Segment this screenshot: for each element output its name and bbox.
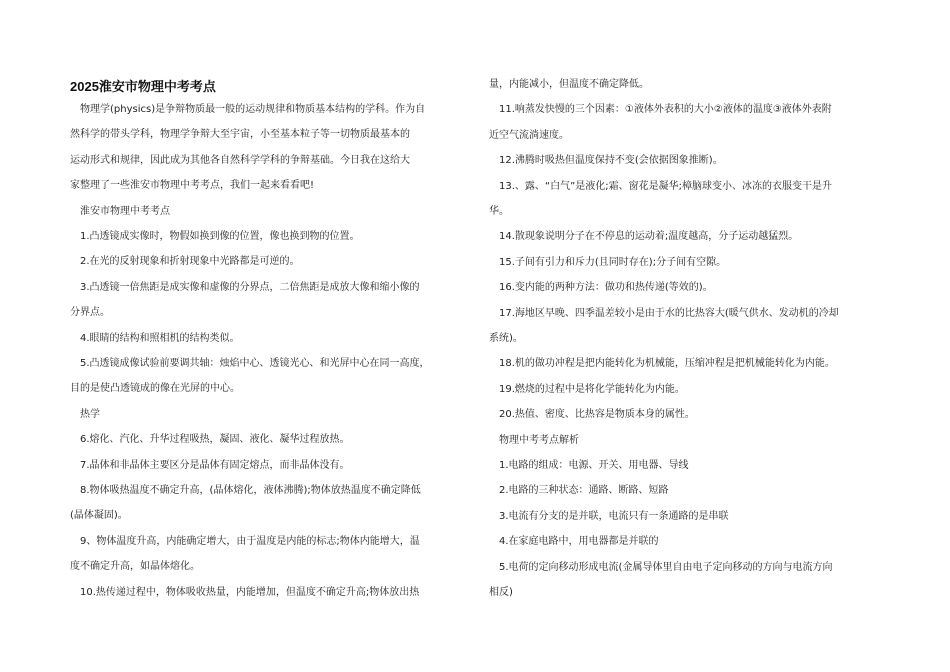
text-line: (晶体凝固)。: [70, 510, 128, 522]
text-line: 物理学(physics)是争辩物质最一般的运动规律和物质基本结构的学科。作为自: [70, 104, 426, 115]
text-line: 分界点。: [70, 307, 110, 319]
text-line: 17.海地区早晚、四季温差较小是由于水的比热容大(暖气供水、发动机的冷却: [489, 307, 839, 319]
text-line: 3.凸透镜一倍焦距是成实像和虚像的分界点，二倍焦距是成放大像和缩小像的: [70, 281, 420, 293]
text-line: 5.电荷的定向移动形成电流(金属导体里自由电子定向移动的方向与电流方向: [489, 561, 833, 573]
text-line: 4.眼睛的结构和照相机的结构类似。: [70, 332, 240, 344]
text-line: 15.子间有引力和斥力(且同时存在);分子间有空隙。: [489, 256, 727, 268]
text-line: 16.变内能的两种方法：做功和热传递(等效的)。: [489, 282, 713, 294]
text-line: 淮安市物理中考考点: [70, 205, 170, 217]
text-line: 度不确定升高，如晶体熔化。: [70, 561, 200, 573]
text-line: 18.机的做功冲程是把内能转化为机械能，压缩冲程是把机械能转化为内能。: [489, 358, 835, 370]
text-line: 11.响蒸发快慢的三个因素：①液体外表积的大小②液体的温度③液体外表附: [489, 104, 832, 116]
text-line: 家整理了一些淮安市物理中考考点，我们一起来看看吧!: [70, 180, 315, 192]
text-line: 然科学的带头学科，物理学争辩大至宇宙，小至基本粒子等一切物质最基本的: [70, 129, 410, 141]
text-line: 7.晶体和非晶体主要区分是晶体有固定熔点，而非晶体没有。: [70, 459, 350, 471]
text-line: 9、物体温度升高，内能确定增大，由于温度是内能的标志;物体内能增大，温: [70, 535, 420, 547]
text-line: 近空气流淌速度。: [489, 129, 569, 141]
text-line: 2.在光的反射现象和折射现象中光路都是可逆的。: [70, 256, 300, 268]
text-line: 12.沸腾时吸热但温度保持不变(会依据图象推断)。: [489, 155, 723, 167]
text-line: 20.热值、密度、比热容是物质本身的属性。: [489, 409, 695, 421]
text-line: 6.熔化、汽化、升华过程吸热，凝固、液化、凝华过程放热。: [70, 434, 350, 446]
text-line: 10.热传递过程中，物体吸收热量，内能增加，但温度不确定升高;物体放出热: [70, 586, 420, 598]
text-line: 1.电路的组成：电源、开关、用电器、导线: [489, 460, 689, 471]
text-line: 目的是使凸透镜成的像在光屏的中心。: [70, 383, 240, 395]
text-line: 8.物体吸热温度不确定升高，(晶体熔化，液体沸腾);物体放热温度不确定降低: [70, 485, 421, 496]
text-line: 热学: [70, 408, 100, 420]
text-line: 2.电路的三种状态：通路、断路、短路: [489, 485, 669, 497]
text-line: 19.燃烧的过程中是将化学能转化为内能。: [489, 383, 685, 395]
text-line: 13.、露、“白气”是液化;霜、窗花是凝华;樟脑球变小、冰冻的衣服变干是升: [489, 180, 833, 192]
text-line: 量，内能减小，但温度不确定降低。: [489, 79, 649, 90]
page-title: 2025淮安市物理中考考点: [70, 79, 216, 94]
text-line: 物理中考考点解析: [489, 434, 579, 446]
text-line: 系统)。: [489, 333, 523, 344]
text-line: 5.凸透镜成像试验前要调共轴：烛焰中心、透镜光心、和光屏中心在同一高度，: [70, 358, 430, 369]
text-line: 相反): [489, 587, 513, 598]
text-line: 1.凸透镜成实像时，物假如换到像的位置，像也换到物的位置。: [70, 231, 360, 242]
text-line: 3.电流有分支的是并联，电流只有一条通路的是串联: [489, 510, 729, 522]
text-line: 华。: [489, 206, 509, 217]
text-line: 14.散现象说明分子在不停息的运动着;温度越高，分子运动越猛烈。: [489, 231, 799, 243]
text-line: 运动形式和规律，因此成为其他各自然科学学科的争辩基础。今日我在这给大: [70, 154, 410, 166]
text-line: 4.在家庭电路中，用电器都是并联的: [489, 536, 659, 548]
